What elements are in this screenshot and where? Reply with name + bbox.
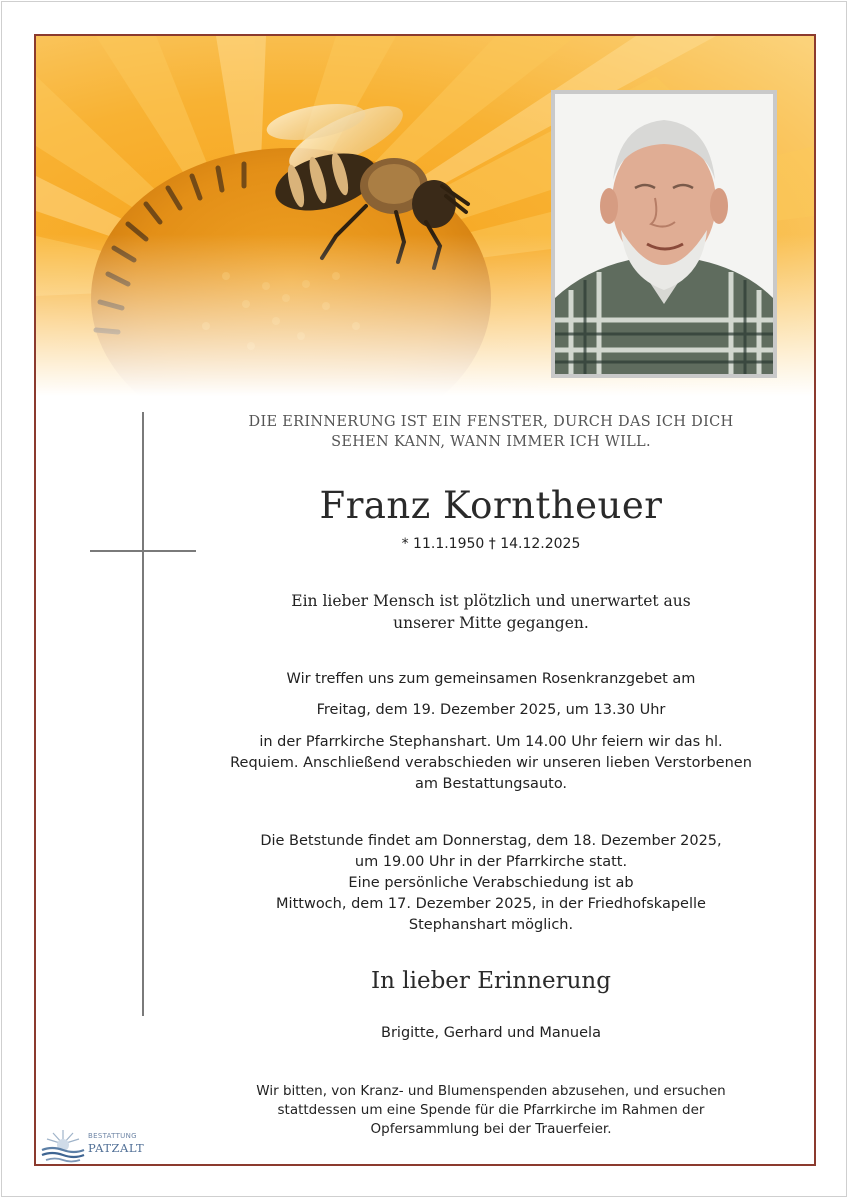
portrait-photo-frame xyxy=(551,90,777,378)
paragraph-line: Eine persönliche Verabschiedung ist ab xyxy=(348,875,634,891)
cross-symbol-vertical xyxy=(142,412,144,1016)
paragraph-line: Die Betstunde findet am Donnerstag, dem 18. Dezember 2025, xyxy=(260,833,722,849)
paragraph-line: Mittwoch, dem 17. Dezember 2025, in der Friedhofskapelle xyxy=(276,896,706,912)
rosary-date: Freitag, dem 19. Dezember 2025, um 13.30 Uhr xyxy=(316,702,666,718)
portrait-photo xyxy=(555,94,773,374)
intro-text xyxy=(176,590,806,634)
deceased-name: Franz Korntheuer xyxy=(319,484,663,527)
note-line: stattdessen um eine Spende für die Pfarrkirche im Rahmen der xyxy=(277,1102,705,1118)
paragraph-line: um 19.00 Uhr in der Pfarrkirche statt. xyxy=(354,854,628,870)
funeral-home-logo xyxy=(40,1128,150,1164)
logo-subtitle: BESTATTUNG xyxy=(88,1132,137,1140)
intro-line: Ein lieber Mensch ist plötzlich und unerwartet aus xyxy=(291,592,691,610)
note-line: Opfersammlung bei der Trauerfeier. xyxy=(370,1121,612,1137)
sunrise-waves-icon xyxy=(40,1128,86,1164)
paragraph-line: in der Pfarrkirche Stephanshart. Um 14.00 Uhr feiern wir das hl. xyxy=(259,734,723,750)
quote-line: SEHEN KANN, WANN IMMER ICH WILL. xyxy=(331,434,651,450)
prayer-hour-paragraph xyxy=(176,831,806,936)
note-line: Wir bitten, von Kranz- und Blumenspenden abzusehen, und ersuchen xyxy=(256,1083,726,1099)
quote-line: DIE ERINNERUNG IST EIN FENSTER, DURCH DAS ICH DICH xyxy=(248,414,734,430)
paragraph-line: Stephanshart möglich. xyxy=(408,917,574,933)
rosary-announcement: Wir treffen uns zum gemeinsamen Rosenkranzgebet am xyxy=(286,671,696,687)
donation-note xyxy=(176,1082,806,1139)
family-names: Brigitte, Gerhard und Manuela xyxy=(381,1025,601,1041)
requiem-paragraph xyxy=(176,732,806,795)
life-dates: * 11.1.1950 † 14.12.2025 xyxy=(401,536,581,552)
closing-heading: In lieber Erinnerung xyxy=(371,968,611,994)
obituary-card xyxy=(34,34,816,1166)
intro-line: unserer Mitte gegangen. xyxy=(393,614,589,632)
paragraph-line: am Bestattungsauto. xyxy=(414,776,568,792)
memorial-quote xyxy=(176,412,806,452)
paragraph-line: Requiem. Anschließend verabschieden wir unseren lieben Verstorbenen xyxy=(230,755,752,771)
logo-name: PATZALT xyxy=(88,1141,145,1155)
